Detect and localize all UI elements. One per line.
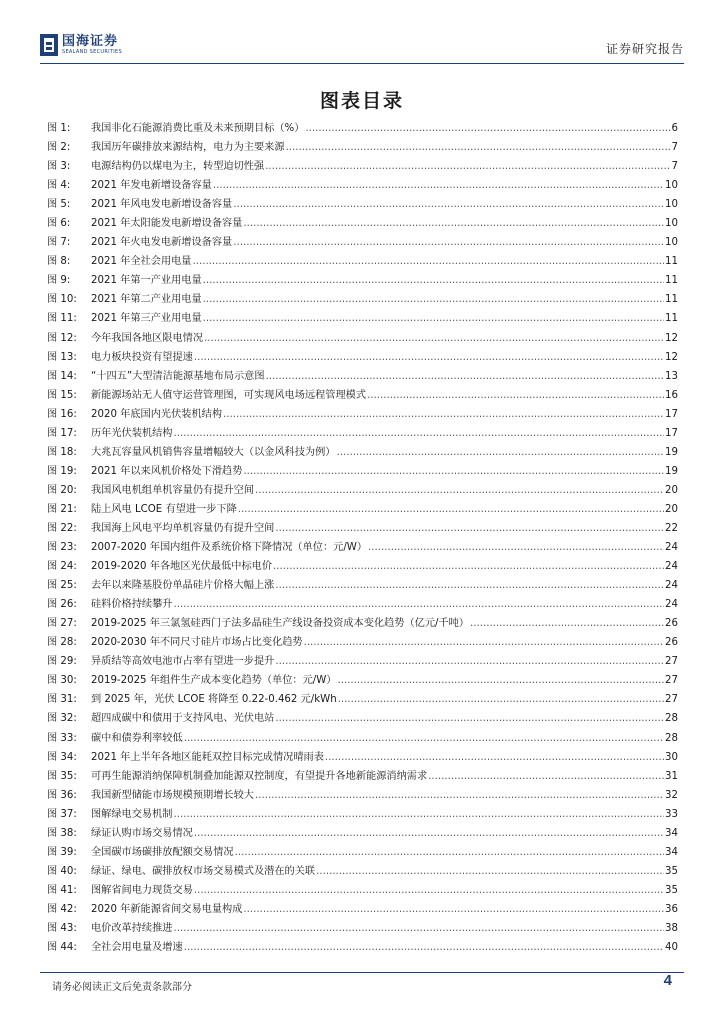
toc-leader-dots <box>304 637 664 648</box>
toc-entry-label: 可再生能源消纳保障机制叠加能源双控制度，有望提升各地新能源消纳需求 <box>91 770 428 782</box>
toc-entry-number: 图 21: <box>47 503 77 515</box>
toc-entry-label: 异质结等高效电池市占率有望进一步提升 <box>91 656 275 668</box>
toc-entry-page: 20 <box>665 503 678 515</box>
toc-entry-label: 绿证、绿电、碳排放权市场交易模式及潜在的关联 <box>91 865 316 877</box>
toc-entry-number: 图 26: <box>47 599 77 611</box>
toc-entry-page: 10 <box>665 199 678 211</box>
toc-entry-label: 2020 年新能源省间交易电量构成 <box>91 903 243 915</box>
toc-entry-page: 22 <box>665 522 678 534</box>
toc-entry-number: 图 24: <box>47 561 77 573</box>
toc-leader-dots <box>235 847 664 858</box>
toc-entry-number: 图 1: <box>47 123 71 134</box>
toc-entry-page: 32 <box>665 789 678 801</box>
toc-entry[interactable] <box>47 919 678 938</box>
toc-entry[interactable] <box>47 595 678 614</box>
toc-entry-label: “十四五”大型清洁能源基地布局示意图 <box>91 370 265 382</box>
toc-entry-label: 陆上风电 LCOE 有望进一步下降 <box>91 503 237 515</box>
toc-entry-page: 30 <box>665 751 678 763</box>
toc-entry-page: 12 <box>665 351 678 363</box>
toc-leader-dots <box>368 542 664 553</box>
toc-entry[interactable] <box>47 633 678 652</box>
toc-leader-dots <box>305 123 670 134</box>
toc-entry-page: 10 <box>665 237 678 249</box>
toc-entry-label: 2007-2020 年国内组件及系统价格下降情况（单位：元/W） <box>91 542 368 554</box>
toc-entry-page: 19 <box>665 446 678 458</box>
toc-entry-number: 图 44: <box>47 942 77 954</box>
toc-entry-page: 10 <box>665 218 678 230</box>
toc-leader-dots <box>275 580 664 591</box>
toc-entry-label: 2019-2025 年三氯氢硅西门子法多晶硅生产线设备投资成本变化趋势（亿元/千吨） <box>91 618 470 630</box>
toc-entry-page: 6 <box>671 123 678 134</box>
toc-entry-label: 2019-2025 年组件生产成本变化趋势（单位：元/W） <box>91 675 337 687</box>
toc-entry-label: 2021 年风电发电新增设备容量 <box>91 199 233 211</box>
toc-entry-number: 图 42: <box>47 903 77 915</box>
toc-entry-page: 13 <box>665 370 678 382</box>
toc-entry-page: 16 <box>665 389 678 401</box>
toc-leader-dots <box>266 371 664 382</box>
toc-entry[interactable] <box>47 500 678 519</box>
toc-entry-label: 我国历年碳排放来源结构，电力为主要来源 <box>91 142 285 154</box>
toc-entry-page: 12 <box>665 332 678 344</box>
toc-entry[interactable] <box>47 938 678 957</box>
toc-entry[interactable] <box>47 157 678 176</box>
toc-entry-label: 2021 年以来风机价格处下滑趋势 <box>91 465 243 477</box>
toc-entry[interactable] <box>47 767 678 786</box>
toc-entry-label: 2020 年底国内光伏装机结构 <box>91 408 223 420</box>
toc-leader-dots <box>273 561 664 572</box>
toc-entry-label: 碳中和债券利率较低 <box>91 732 183 744</box>
toc-entry-label: 我国海上风电平均单机容量仍有提升空间 <box>91 522 275 534</box>
toc-entry-page: 11 <box>665 294 678 306</box>
page-number: 4 <box>663 972 672 989</box>
toc-entry-number: 图 5: <box>47 199 71 211</box>
toc-entry-page: 24 <box>665 599 678 611</box>
toc-entry[interactable] <box>47 443 678 462</box>
toc-entry-label: 2021 年全社会用电量 <box>91 256 192 268</box>
toc-entry[interactable] <box>47 481 678 500</box>
toc-entry-number: 图 28: <box>47 637 77 649</box>
toc-entry-label: 2019-2020 年各地区光伏最低中标电价 <box>91 561 273 573</box>
toc-leader-dots <box>243 466 664 477</box>
toc-leader-dots <box>194 352 664 363</box>
toc-entry-label: 去年以来隆基股份单晶硅片价格大幅上涨 <box>91 580 275 592</box>
toc-leader-dots <box>470 618 664 629</box>
toc-leader-dots <box>184 733 664 744</box>
toc-entry[interactable] <box>47 424 678 443</box>
toc-leader-dots <box>265 161 670 172</box>
toc-entry-number: 图 4: <box>47 180 71 192</box>
toc-entry-number: 图 6: <box>47 218 71 230</box>
toc-entry-label: 电源结构仍以煤电为主，转型迫切性强 <box>91 161 265 173</box>
toc-entry-page: 26 <box>665 637 678 649</box>
toc-entry[interactable] <box>47 557 678 576</box>
toc-leader-dots <box>337 447 665 458</box>
toc-leader-dots <box>243 218 664 229</box>
toc-leader-dots <box>174 809 665 820</box>
page-header <box>40 30 684 62</box>
toc-entry[interactable] <box>47 309 678 328</box>
toc-entry-page: 34 <box>665 846 678 858</box>
toc-leader-dots <box>233 199 664 210</box>
toc-entry[interactable] <box>47 367 678 386</box>
toc-entry[interactable] <box>47 862 678 881</box>
toc-entry-label: 2021 年发电新增设备容量 <box>91 180 212 192</box>
toc-leader-dots <box>204 333 664 344</box>
toc-entry[interactable] <box>47 195 678 214</box>
toc-entry[interactable] <box>47 824 678 843</box>
toc-entry-number: 图 35: <box>47 770 77 782</box>
toc-leader-dots <box>184 942 664 953</box>
toc-leader-dots <box>194 828 664 839</box>
toc-entry-number: 图 30: <box>47 675 77 687</box>
toc-entry[interactable] <box>47 748 678 767</box>
toc-entry-label: 2021 年第一产业用电量 <box>91 275 202 287</box>
toc-entry-page: 26 <box>665 618 678 630</box>
toc-leader-dots <box>286 142 671 153</box>
toc-entry[interactable] <box>47 290 678 309</box>
toc-entry-number: 图 40: <box>47 865 77 877</box>
toc-entry[interactable] <box>47 843 678 862</box>
toc-entry[interactable] <box>47 462 678 481</box>
toc-entry-label: 电力板块投资有望提速 <box>91 351 193 363</box>
toc-leader-dots <box>174 923 665 934</box>
toc-leader-dots <box>275 656 664 667</box>
toc-leader-dots <box>213 180 664 191</box>
toc-entry-page: 38 <box>665 922 678 934</box>
table-of-figures <box>47 119 678 957</box>
toc-leader-dots <box>338 694 664 705</box>
toc-entry-page: 24 <box>665 561 678 573</box>
toc-leader-dots <box>238 504 664 515</box>
toc-entry[interactable] <box>47 786 678 805</box>
toc-entry-page: 35 <box>665 865 678 877</box>
toc-entry-number: 图 29: <box>47 656 77 668</box>
toc-entry-number: 图 31: <box>47 694 77 706</box>
toc-entry-number: 图 23: <box>47 542 77 554</box>
toc-leader-dots <box>174 428 665 439</box>
toc-entry-number: 图 32: <box>47 713 77 725</box>
toc-entry-page: 40 <box>665 942 678 954</box>
toc-leader-dots <box>316 866 664 877</box>
company-logo <box>40 30 122 60</box>
toc-entry-number: 图 8: <box>47 256 71 268</box>
toc-entry-label: 到 2025 年，光伏 LCOE 将降至 0.22-0.462 元/kWh <box>91 694 337 706</box>
toc-leader-dots <box>243 904 664 915</box>
toc-entry-number: 图 39: <box>47 846 77 858</box>
toc-entry-page: 10 <box>665 180 678 192</box>
toc-entry-page: 36 <box>665 903 678 915</box>
toc-entry-number: 图 41: <box>47 884 77 896</box>
toc-entry[interactable] <box>47 900 678 919</box>
toc-entry-page: 24 <box>665 542 678 554</box>
toc-entry-label: 全社会用电量及增速 <box>91 942 183 954</box>
toc-entry[interactable] <box>47 671 678 690</box>
sealand-logo-icon <box>40 34 58 56</box>
toc-leader-dots <box>203 313 664 324</box>
toc-leader-dots <box>325 752 664 763</box>
toc-entry-label: 超四成碳中和债用于支持风电、光伏电站 <box>91 713 275 725</box>
toc-entry[interactable] <box>47 709 678 728</box>
toc-leader-dots <box>255 790 664 801</box>
toc-entry-label: 全国碳市场碳排放配额交易情况 <box>91 846 234 858</box>
toc-entry-page: 24 <box>665 580 678 592</box>
toc-entry-page: 35 <box>665 884 678 896</box>
toc-entry[interactable] <box>47 176 678 195</box>
toc-leader-dots <box>367 390 664 401</box>
toc-entry-page: 27 <box>665 656 678 668</box>
toc-entry[interactable] <box>47 233 678 252</box>
logo-chinese-name: 国海证券 <box>62 34 119 49</box>
toc-entry-page: 31 <box>665 770 678 782</box>
toc-entry-label: 我国新型储能市场规模预期增长较大 <box>91 789 254 801</box>
toc-leader-dots <box>255 485 664 496</box>
toc-entry-page: 11 <box>665 313 678 325</box>
document-type: 证券研究报告 <box>605 42 684 56</box>
toc-entry-number: 图 22: <box>47 522 77 534</box>
toc-entry-label: 2021 年太阳能发电新增设备容量 <box>91 218 243 230</box>
toc-entry-page: 28 <box>665 732 678 744</box>
toc-entry-label: 图解绿电交易机制 <box>91 808 173 820</box>
toc-leader-dots <box>337 675 664 686</box>
toc-entry-number: 图 43: <box>47 922 77 934</box>
toc-entry[interactable] <box>47 690 678 709</box>
toc-entry-label: 2021 年第二产业用电量 <box>91 294 202 306</box>
toc-entry-page: 11 <box>665 256 678 268</box>
toc-entry-page: 17 <box>665 427 678 439</box>
toc-entry-page: 7 <box>671 142 678 154</box>
toc-entry[interactable] <box>47 214 678 233</box>
toc-leader-dots <box>203 294 664 305</box>
toc-entry-page: 33 <box>665 808 678 820</box>
toc-entry-label: 2021 年火电发电新增设备容量 <box>91 237 233 249</box>
toc-entry[interactable] <box>47 538 678 557</box>
toc-leader-dots <box>192 256 664 267</box>
toc-entry-number: 图 12: <box>47 332 77 344</box>
footer-disclaimer: 请务必阅读正文后免责条款部分 <box>52 982 192 993</box>
toc-entry[interactable] <box>47 576 678 595</box>
toc-entry-number: 图 11: <box>47 313 77 325</box>
toc-entry-label: 硅料价格持续攀升 <box>91 599 173 611</box>
toc-entry-page: 20 <box>665 484 678 496</box>
toc-entry-number: 图 34: <box>47 751 77 763</box>
toc-entry-label: 历年光伏装机结构 <box>91 427 173 439</box>
toc-entry[interactable] <box>47 405 678 424</box>
logo-english-name: SEALAND SECURITIES <box>62 49 122 55</box>
toc-entry-label: 新能源场站无人值守运营管理图，可实现风电场远程管理模式 <box>91 389 367 401</box>
toc-entry-number: 图 9: <box>47 275 71 287</box>
toc-entry[interactable] <box>47 614 678 633</box>
toc-entry-number: 图 2: <box>47 142 71 154</box>
toc-entry-number: 图 38: <box>47 827 77 839</box>
toc-entry-page: 19 <box>665 465 678 477</box>
toc-entry-label: 2021 年第三产业用电量 <box>91 313 202 325</box>
toc-entry-page: 7 <box>671 161 678 173</box>
toc-leader-dots <box>275 713 664 724</box>
toc-entry-page: 28 <box>665 713 678 725</box>
toc-entry[interactable] <box>47 652 678 671</box>
toc-entry[interactable] <box>47 271 678 290</box>
toc-entry-label: 大兆瓦容量风机销售容量增幅较大（以金风科技为例） <box>91 446 336 458</box>
toc-entry-number: 图 17: <box>47 427 77 439</box>
toc-entry[interactable] <box>47 881 678 900</box>
toc-entry[interactable] <box>47 252 678 271</box>
toc-entry-label: 2020-2030 年不同尺寸硅片市场占比变化趋势 <box>91 637 303 649</box>
toc-entry-number: 图 15: <box>47 389 77 401</box>
toc-entry[interactable] <box>47 348 678 367</box>
toc-entry-number: 图 37: <box>47 808 77 820</box>
toc-entry-number: 图 36: <box>47 789 77 801</box>
toc-entry-page: 27 <box>665 694 678 706</box>
toc-entry-label: 我国风电机组单机容量仍有提升空间 <box>91 484 254 496</box>
header-divider <box>40 63 684 64</box>
toc-entry-label: 图解省间电力现货交易 <box>91 884 193 896</box>
toc-entry-number: 图 3: <box>47 161 71 173</box>
toc-entry-number: 图 20: <box>47 484 77 496</box>
toc-entry[interactable] <box>47 729 678 748</box>
toc-entry-number: 图 18: <box>47 446 77 458</box>
toc-entry-page: 11 <box>665 275 678 287</box>
footer-divider <box>40 972 684 973</box>
toc-leader-dots <box>203 275 664 286</box>
toc-entry-number: 图 19: <box>47 465 77 477</box>
toc-entry-number: 图 13: <box>47 351 77 363</box>
toc-entry-label: 绿证认购市场交易情况 <box>91 827 193 839</box>
toc-entry-label: 2021 年上半年各地区能耗双控目标完成情况晴雨表 <box>91 751 324 763</box>
toc-leader-dots <box>174 599 665 610</box>
toc-entry-number: 图 10: <box>47 294 77 306</box>
toc-entry[interactable] <box>47 805 678 824</box>
toc-entry-number: 图 27: <box>47 618 77 630</box>
toc-entry-number: 图 33: <box>47 732 77 744</box>
toc-entry-page: 34 <box>665 827 678 839</box>
toc-leader-dots <box>428 771 664 782</box>
toc-entry-number: 图 14: <box>47 370 77 382</box>
toc-entry-page: 17 <box>665 408 678 420</box>
toc-entry[interactable] <box>47 119 678 138</box>
toc-entry-number: 图 25: <box>47 580 77 592</box>
page-title: 图表目录 <box>319 90 404 112</box>
toc-entry-label: 今年我国各地区限电情况 <box>91 332 204 344</box>
toc-leader-dots <box>194 885 664 896</box>
toc-entry-number: 图 16: <box>47 408 77 420</box>
toc-entry-page: 27 <box>665 675 678 687</box>
toc-entry[interactable] <box>47 138 678 157</box>
toc-entry[interactable] <box>47 386 678 405</box>
toc-entry-label: 我国非化石能源消费比重及未来预期目标（%） <box>91 123 305 134</box>
toc-leader-dots <box>233 237 664 248</box>
toc-leader-dots <box>223 409 664 420</box>
toc-entry-number: 图 7: <box>47 237 71 249</box>
toc-leader-dots <box>275 523 664 534</box>
toc-entry[interactable] <box>47 519 678 538</box>
toc-entry-label: 电价改革持续推进 <box>91 922 173 934</box>
toc-entry[interactable] <box>47 329 678 348</box>
